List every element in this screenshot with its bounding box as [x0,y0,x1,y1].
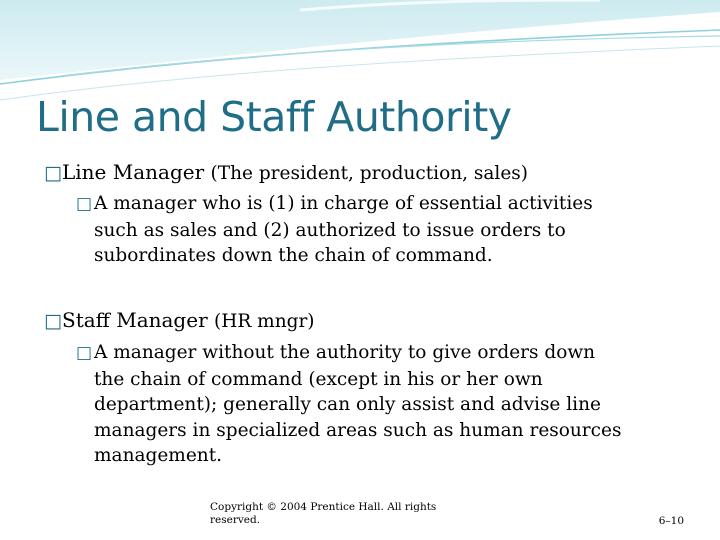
text-line: subordinates down the chain of command. [94,245,493,266]
bullet-line-manager [44,159,684,187]
sub-bullet-line-manager-definition [76,191,684,269]
text-line: □ A manager who is (1) in charge of essential activities [76,191,684,218]
footer-copyright: Copyright © 2004 Prentice Hall. All rights reserved. [210,501,437,526]
header-band [0,0,720,80]
text-line: □ A manager without the authority to give orders down [76,340,684,367]
page-number: 6–10 [658,515,684,527]
square-bullet-icon: □ [44,310,62,332]
line-manager-heading: Line Manager [62,160,205,184]
square-bullet-icon: □ [44,162,62,184]
staff-manager-qualifier: (HR mngr) [214,311,315,332]
staff-manager-heading: Staff Manager [62,308,208,332]
text-line: such as sales and (2) authorized to issue orders to [94,219,566,241]
square-bullet-icon: □ [76,343,93,363]
sub-bullet-staff-manager-definition [76,340,684,469]
text-line: management. [94,445,223,466]
bullet-staff-manager [44,307,684,335]
line-manager-qualifier: (The president, production, sales) [210,163,528,184]
square-bullet-icon: □ [76,194,93,214]
slide-title: Line and Staff Authority [36,93,512,141]
text-line: department); generally can only assist and advise line [94,394,601,415]
text-line: managers in specialized areas such as human resources [94,419,622,441]
text-line: the chain of command (except in his or her own [94,368,543,390]
